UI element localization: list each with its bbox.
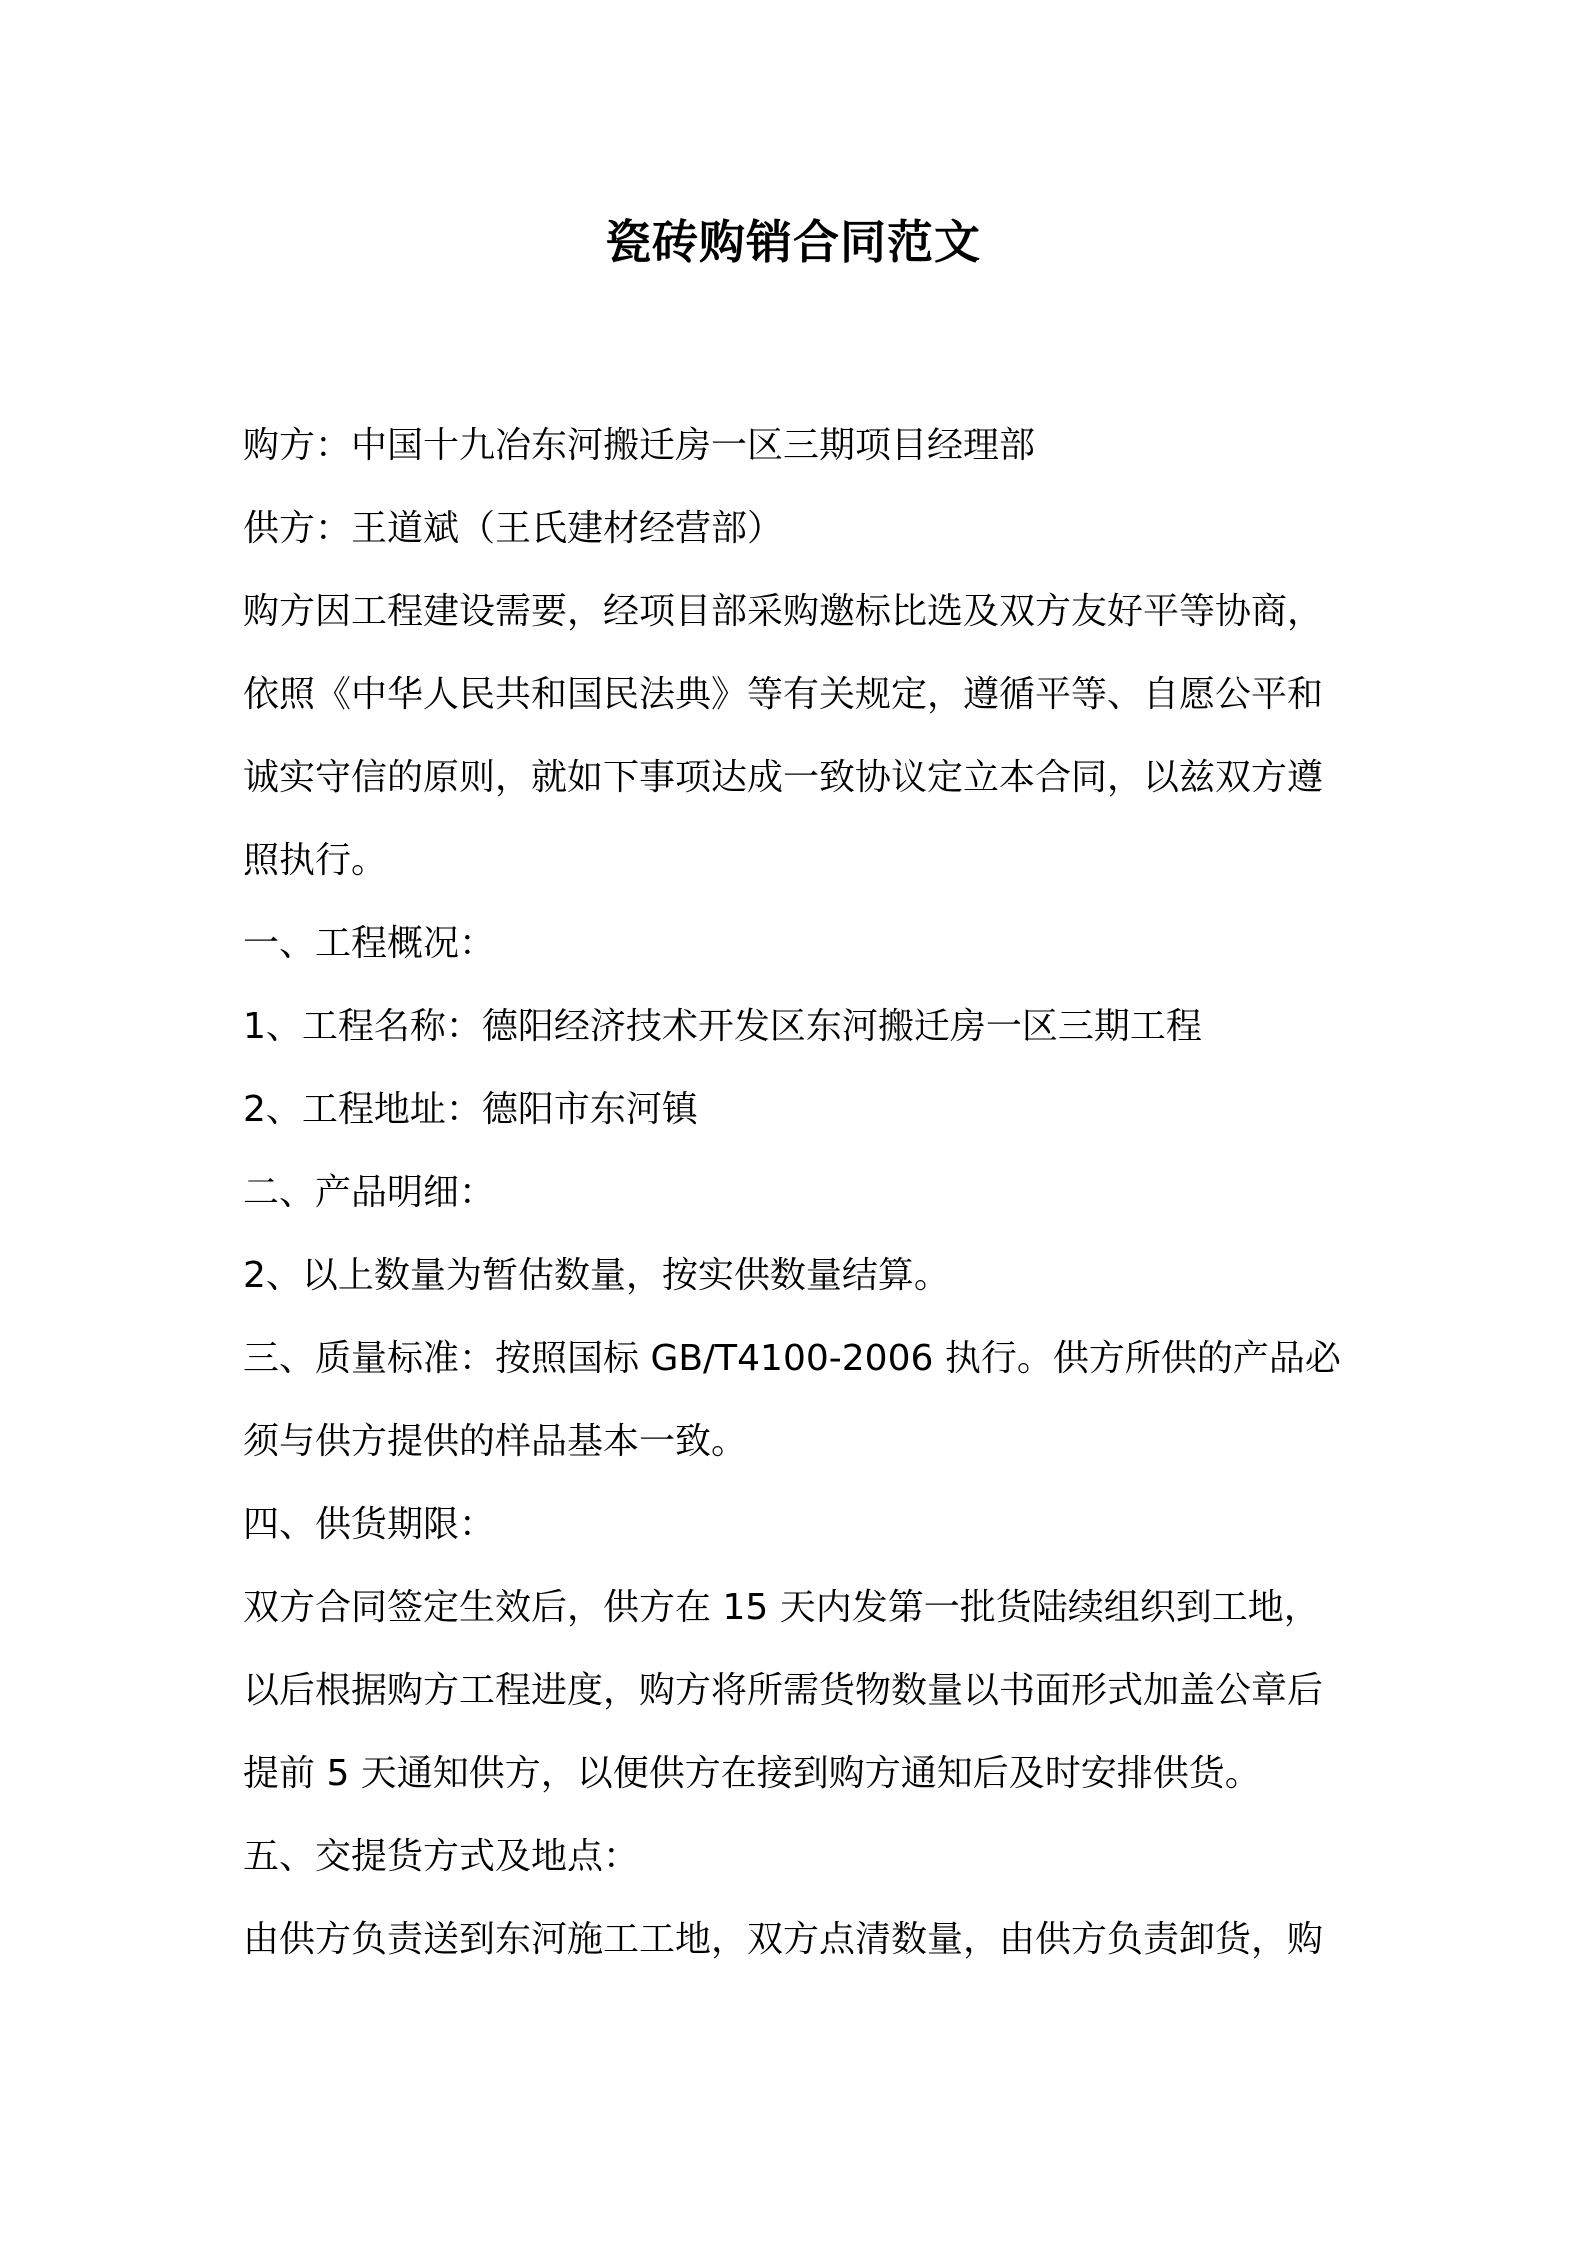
project-name-line: 1、工程名称：德阳经济技术开发区东河搬迁房一区三期工程 <box>243 1006 1202 1047</box>
section-heading-delivery: 五、交提货方式及地点： <box>243 1836 640 1877</box>
document-body <box>243 404 1363 1981</box>
buyer-line: 购方：中国十九冶东河搬迁房一区三期项目经理部 <box>243 425 1036 466</box>
supplier-line: 供方：王道斌（王氏建材经营部） <box>243 508 784 549</box>
section-heading-supply-period: 四、供货期限： <box>243 1504 496 1545</box>
preamble-line: 诚实守信的原则，就如下事项达成一致协议定立本合同，以兹双方遵 <box>243 757 1324 798</box>
preamble-line: 依照《中华人民共和国民法典》等有关规定，遵循平等、自愿公平和 <box>243 674 1324 715</box>
supply-period-line: 以后根据购方工程进度，购方将所需货物数量以书面形式加盖公章后 <box>243 1670 1324 1711</box>
quantity-note-line: 2、以上数量为暂估数量，按实供数量结算。 <box>243 1255 950 1296</box>
project-address-line: 2、工程地址：德阳市东河镇 <box>243 1089 698 1130</box>
section-heading-product-details: 二、产品明细： <box>243 1172 496 1213</box>
delivery-line: 由供方负责送到东河施工工地，双方点清数量，由供方负责卸货，购 <box>243 1919 1324 1960</box>
preamble-line: 照执行。 <box>243 840 388 881</box>
preamble-line: 购方因工程建设需要，经项目部采购邀标比选及双方友好平等协商， <box>243 591 1324 632</box>
supply-period-line: 提前 5 天通知供方，以便供方在接到购方通知后及时安排供货。 <box>243 1753 1261 1794</box>
section-heading-project-overview: 一、工程概况： <box>243 923 496 964</box>
document-title: 瓷砖购销合同范文 <box>605 215 981 269</box>
quality-standard-line: 须与供方提供的样品基本一致。 <box>243 1421 748 1462</box>
quality-standard-line: 三、质量标准：按照国标 GB/T4100-2006 执行。供方所供的产品必 <box>243 1338 1341 1379</box>
supply-period-line: 双方合同签定生效后，供方在 15 天内发第一批货陆续组织到工地， <box>243 1587 1320 1628</box>
